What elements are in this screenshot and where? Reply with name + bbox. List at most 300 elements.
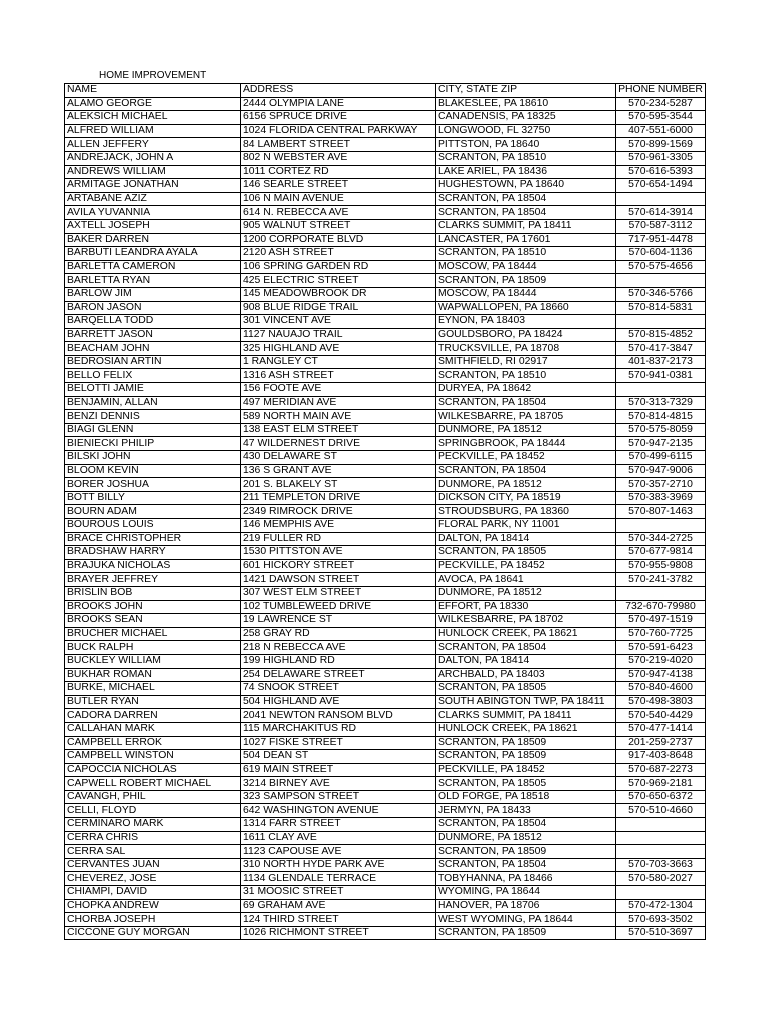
- address-cell: 258 GRAY RD: [241, 627, 436, 641]
- address-cell: 115 MARCHAKITUS RD: [241, 722, 436, 736]
- table-row: [65, 383, 706, 397]
- name-cell: BEACHAM JOHN: [65, 342, 241, 356]
- city-state-zip-cell: SCRANTON, PA 18509: [436, 845, 616, 859]
- name-cell: BRADSHAW HARRY: [65, 546, 241, 560]
- city-state-zip-cell: MOSCOW, PA 18444: [436, 287, 616, 301]
- city-state-zip-cell: SCRANTON, PA 18510: [436, 151, 616, 165]
- phone-cell: 570-477-1414: [616, 722, 706, 736]
- phone-cell: 570-580-2027: [616, 872, 706, 886]
- name-cell: BROOKS JOHN: [65, 600, 241, 614]
- address-cell: 2041 NEWTON RANSOM BLVD: [241, 709, 436, 723]
- phone-cell: 570-498-3803: [616, 695, 706, 709]
- table-row: [65, 151, 706, 165]
- city-state-zip-cell: LONGWOOD, FL 32750: [436, 124, 616, 138]
- phone-cell: 570-840-4600: [616, 682, 706, 696]
- phone-cell: 570-703-3663: [616, 858, 706, 872]
- phone-cell: 570-693-3502: [616, 913, 706, 927]
- phone-cell: [616, 818, 706, 832]
- city-state-zip-cell: PECKVILLE, PA 18452: [436, 559, 616, 573]
- name-cell: BILSKI JOHN: [65, 451, 241, 465]
- address-cell: 106 N MAIN AVENUE: [241, 192, 436, 206]
- table-row: [65, 396, 706, 410]
- name-cell: BIENIECKI PHILIP: [65, 437, 241, 451]
- name-cell: CERVANTES JUAN: [65, 858, 241, 872]
- name-cell: CERRA CHRIS: [65, 831, 241, 845]
- table-row: [65, 519, 706, 533]
- city-state-zip-cell: PECKVILLE, PA 18452: [436, 451, 616, 465]
- address-cell: 1134 GLENDALE TERRACE: [241, 872, 436, 886]
- table-row: [65, 845, 706, 859]
- city-state-zip-cell: DUNMORE, PA 18512: [436, 586, 616, 600]
- table-row: [65, 437, 706, 451]
- name-cell: AXTELL JOSEPH: [65, 219, 241, 233]
- address-cell: 201 S. BLAKELY ST: [241, 478, 436, 492]
- table-row: [65, 247, 706, 261]
- table-row: [65, 206, 706, 220]
- phone-cell: 401-837-2173: [616, 355, 706, 369]
- name-cell: BENZI DENNIS: [65, 410, 241, 424]
- name-cell: ARTABANE AZIZ: [65, 192, 241, 206]
- city-state-zip-cell: SCRANTON, PA 18504: [436, 818, 616, 832]
- city-state-zip-cell: CANADENSIS, PA 18325: [436, 111, 616, 125]
- address-cell: 199 HIGHLAND RD: [241, 654, 436, 668]
- address-cell: 146 MEMPHIS AVE: [241, 519, 436, 533]
- phone-cell: 570-591-6423: [616, 641, 706, 655]
- table-row: [65, 804, 706, 818]
- table-row: [65, 124, 706, 138]
- address-cell: 504 DEAN ST: [241, 750, 436, 764]
- table-row: [65, 491, 706, 505]
- address-cell: 84 LAMBERT STREET: [241, 138, 436, 152]
- table-row: [65, 709, 706, 723]
- address-cell: 19 LAWRENCE ST: [241, 614, 436, 628]
- address-cell: 905 WALNUT STREET: [241, 219, 436, 233]
- city-state-zip-cell: SCRANTON, PA 18504: [436, 858, 616, 872]
- address-cell: 1024 FLORIDA CENTRAL PARKWAY: [241, 124, 436, 138]
- table-row: [65, 478, 706, 492]
- name-cell: BOUROUS LOUIS: [65, 519, 241, 533]
- address-cell: 323 SAMPSON STREET: [241, 790, 436, 804]
- city-state-zip-cell: SPRINGBROOK, PA 18444: [436, 437, 616, 451]
- address-cell: 138 EAST ELM STREET: [241, 423, 436, 437]
- phone-cell: [616, 886, 706, 900]
- name-cell: ANDREWS WILLIAM: [65, 165, 241, 179]
- phone-cell: [616, 315, 706, 329]
- address-cell: 1530 PITTSTON AVE: [241, 546, 436, 560]
- city-state-zip-cell: SCRANTON, PA 18510: [436, 369, 616, 383]
- address-cell: 802 N WEBSTER AVE: [241, 151, 436, 165]
- name-cell: BRUCHER MICHAEL: [65, 627, 241, 641]
- city-state-zip-cell: CLARKS SUMMIT, PA 18411: [436, 709, 616, 723]
- phone-cell: 570-344-2725: [616, 532, 706, 546]
- name-cell: BURKE, MICHAEL: [65, 682, 241, 696]
- table-row: [65, 233, 706, 247]
- column-header-name: NAME: [65, 84, 241, 98]
- address-cell: 145 MEADOWBROOK DR: [241, 287, 436, 301]
- phone-cell: 570-955-9808: [616, 559, 706, 573]
- phone-cell: 570-961-3305: [616, 151, 706, 165]
- city-state-zip-cell: HUGHESTOWN, PA 18640: [436, 179, 616, 193]
- city-state-zip-cell: SCRANTON, PA 18504: [436, 192, 616, 206]
- table-row: [65, 301, 706, 315]
- address-cell: 31 MOOSIC STREET: [241, 886, 436, 900]
- address-cell: 601 HICKORY STREET: [241, 559, 436, 573]
- name-cell: ALFRED WILLIAM: [65, 124, 241, 138]
- name-cell: CAVANGH, PHIL: [65, 790, 241, 804]
- city-state-zip-cell: WILKESBARRE, PA 18702: [436, 614, 616, 628]
- address-cell: 497 MERIDIAN AVE: [241, 396, 436, 410]
- name-cell: BOTT BILLY: [65, 491, 241, 505]
- city-state-zip-cell: JERMYN, PA 18433: [436, 804, 616, 818]
- city-state-zip-cell: SCRANTON, PA 18505: [436, 546, 616, 560]
- table-row: [65, 777, 706, 791]
- phone-cell: 570-357-2710: [616, 478, 706, 492]
- table-row: [65, 573, 706, 587]
- city-state-zip-cell: DUNMORE, PA 18512: [436, 478, 616, 492]
- address-cell: 219 FULLER RD: [241, 532, 436, 546]
- phone-cell: [616, 586, 706, 600]
- city-state-zip-cell: LANCASTER, PA 17601: [436, 233, 616, 247]
- document-title: HOME IMPROVEMENT: [99, 70, 207, 81]
- phone-cell: 570-313-7329: [616, 396, 706, 410]
- city-state-zip-cell: DUNMORE, PA 18512: [436, 831, 616, 845]
- name-cell: BLOOM KEVIN: [65, 464, 241, 478]
- phone-cell: 570-814-4815: [616, 410, 706, 424]
- city-state-zip-cell: TOBYHANNA, PA 18466: [436, 872, 616, 886]
- city-state-zip-cell: SCRANTON, PA 18509: [436, 736, 616, 750]
- address-cell: 1026 RICHMONT STREET: [241, 926, 436, 940]
- city-state-zip-cell: SCRANTON, PA 18509: [436, 750, 616, 764]
- phone-cell: 570-604-1136: [616, 247, 706, 261]
- address-cell: 1127 NAUAJO TRAIL: [241, 328, 436, 342]
- phone-cell: 570-472-1304: [616, 899, 706, 913]
- name-cell: CERMINARO MARK: [65, 818, 241, 832]
- address-cell: 1027 FISKE STREET: [241, 736, 436, 750]
- address-cell: 1316 ASH STREET: [241, 369, 436, 383]
- city-state-zip-cell: DICKSON CITY, PA 18519: [436, 491, 616, 505]
- name-cell: BAKER DARREN: [65, 233, 241, 247]
- name-cell: ALLEN JEFFERY: [65, 138, 241, 152]
- city-state-zip-cell: DURYEA, PA 18642: [436, 383, 616, 397]
- address-cell: 156 FOOTE AVE: [241, 383, 436, 397]
- address-cell: 211 TEMPLETON DRIVE: [241, 491, 436, 505]
- city-state-zip-cell: TRUCKSVILLE, PA 18708: [436, 342, 616, 356]
- column-header-phone: PHONE NUMBER: [616, 84, 706, 98]
- table-row: [65, 668, 706, 682]
- name-cell: BRISLIN BOB: [65, 586, 241, 600]
- name-cell: BARLETTA CAMERON: [65, 260, 241, 274]
- table-row: [65, 641, 706, 655]
- city-state-zip-cell: SCRANTON, PA 18510: [436, 247, 616, 261]
- phone-cell: 570-815-4852: [616, 328, 706, 342]
- phone-cell: 570-587-3112: [616, 219, 706, 233]
- table-row: [65, 505, 706, 519]
- phone-cell: 570-346-5766: [616, 287, 706, 301]
- name-cell: CAMPBELL WINSTON: [65, 750, 241, 764]
- phone-cell: [616, 274, 706, 288]
- table-row: [65, 532, 706, 546]
- city-state-zip-cell: SOUTH ABINGTON TWP, PA 18411: [436, 695, 616, 709]
- address-cell: 1421 DAWSON STREET: [241, 573, 436, 587]
- city-state-zip-cell: SCRANTON, PA 18504: [436, 396, 616, 410]
- address-cell: 301 VINCENT AVE: [241, 315, 436, 329]
- table-row: [65, 913, 706, 927]
- name-cell: CHEVEREZ, JOSE: [65, 872, 241, 886]
- name-cell: ALAMO GEORGE: [65, 97, 241, 111]
- table-row: [65, 831, 706, 845]
- phone-cell: [616, 383, 706, 397]
- city-state-zip-cell: STROUDSBURG, PA 18360: [436, 505, 616, 519]
- name-cell: CALLAHAN MARK: [65, 722, 241, 736]
- table-row: [65, 654, 706, 668]
- phone-cell: 732-670-79980: [616, 600, 706, 614]
- address-cell: 1123 CAPOUSE AVE: [241, 845, 436, 859]
- table-row: [65, 260, 706, 274]
- city-state-zip-cell: FLORAL PARK, NY 11001: [436, 519, 616, 533]
- address-cell: 619 MAIN STREET: [241, 763, 436, 777]
- name-cell: BUCKLEY WILLIAM: [65, 654, 241, 668]
- address-cell: 614 N. REBECCA AVE: [241, 206, 436, 220]
- phone-cell: 570-650-6372: [616, 790, 706, 804]
- table-row: [65, 695, 706, 709]
- city-state-zip-cell: SCRANTON, PA 18504: [436, 206, 616, 220]
- name-cell: BUKHAR ROMAN: [65, 668, 241, 682]
- phone-cell: 570-241-3782: [616, 573, 706, 587]
- table-row: [65, 111, 706, 125]
- name-cell: BARLOW JIM: [65, 287, 241, 301]
- phone-cell: 570-497-1519: [616, 614, 706, 628]
- city-state-zip-cell: MOSCOW, PA 18444: [436, 260, 616, 274]
- name-cell: BROOKS SEAN: [65, 614, 241, 628]
- city-state-zip-cell: DALTON, PA 18414: [436, 532, 616, 546]
- city-state-zip-cell: WYOMING, PA 18644: [436, 886, 616, 900]
- phone-cell: [616, 192, 706, 206]
- name-cell: CHORBA JOSEPH: [65, 913, 241, 927]
- table-row: [65, 546, 706, 560]
- phone-cell: 570-899-1569: [616, 138, 706, 152]
- name-cell: CAMPBELL ERROK: [65, 736, 241, 750]
- table-row: [65, 410, 706, 424]
- phone-cell: 570-575-4656: [616, 260, 706, 274]
- phone-cell: 570-947-2135: [616, 437, 706, 451]
- city-state-zip-cell: BLAKESLEE, PA 18610: [436, 97, 616, 111]
- table-row: [65, 355, 706, 369]
- table-row: [65, 722, 706, 736]
- address-cell: 6156 SPRUCE DRIVE: [241, 111, 436, 125]
- name-cell: BARQELLA TODD: [65, 315, 241, 329]
- city-state-zip-cell: HUNLOCK CREEK, PA 18621: [436, 627, 616, 641]
- name-cell: BRAJUKA NICHOLAS: [65, 559, 241, 573]
- city-state-zip-cell: DUNMORE, PA 18512: [436, 423, 616, 437]
- address-cell: 47 WILDERNEST DRIVE: [241, 437, 436, 451]
- phone-cell: 570-807-1463: [616, 505, 706, 519]
- address-cell: 1 RANGLEY CT: [241, 355, 436, 369]
- name-cell: BOURN ADAM: [65, 505, 241, 519]
- table-row: [65, 872, 706, 886]
- name-cell: BEDROSIAN ARTIN: [65, 355, 241, 369]
- phone-cell: 570-219-4020: [616, 654, 706, 668]
- contacts-table: [64, 83, 706, 940]
- name-cell: CERRA SAL: [65, 845, 241, 859]
- header-row: [65, 84, 706, 98]
- city-state-zip-cell: SCRANTON, PA 18505: [436, 777, 616, 791]
- address-cell: 254 DELAWARE STREET: [241, 668, 436, 682]
- address-cell: 2444 OLYMPIA LANE: [241, 97, 436, 111]
- phone-cell: 570-616-5393: [616, 165, 706, 179]
- name-cell: BUCK RALPH: [65, 641, 241, 655]
- table-row: [65, 899, 706, 913]
- name-cell: CHOPKA ANDREW: [65, 899, 241, 913]
- table-row: [65, 165, 706, 179]
- address-cell: 2349 RIMROCK DRIVE: [241, 505, 436, 519]
- address-cell: 589 NORTH MAIN AVE: [241, 410, 436, 424]
- city-state-zip-cell: SMITHFIELD, RI 02917: [436, 355, 616, 369]
- table-row: [65, 97, 706, 111]
- table-row: [65, 600, 706, 614]
- address-cell: 642 WASHINGTON AVENUE: [241, 804, 436, 818]
- phone-cell: 570-677-9814: [616, 546, 706, 560]
- phone-cell: 570-510-3697: [616, 926, 706, 940]
- phone-cell: 570-510-4660: [616, 804, 706, 818]
- phone-cell: 570-417-3847: [616, 342, 706, 356]
- phone-cell: 570-760-7725: [616, 627, 706, 641]
- table-row: [65, 138, 706, 152]
- phone-cell: 570-969-2181: [616, 777, 706, 791]
- table-row: [65, 192, 706, 206]
- address-cell: 218 N REBECCA AVE: [241, 641, 436, 655]
- phone-cell: 407-551-6000: [616, 124, 706, 138]
- table-row: [65, 818, 706, 832]
- city-state-zip-cell: SCRANTON, PA 18509: [436, 926, 616, 940]
- table-row: [65, 586, 706, 600]
- name-cell: BELLO FELIX: [65, 369, 241, 383]
- table-row: [65, 451, 706, 465]
- address-cell: 69 GRAHAM AVE: [241, 899, 436, 913]
- column-header-address: ADDRESS: [241, 84, 436, 98]
- table-row: [65, 369, 706, 383]
- name-cell: BRACE CHRISTOPHER: [65, 532, 241, 546]
- phone-cell: 570-234-5287: [616, 97, 706, 111]
- name-cell: BARLETTA RYAN: [65, 274, 241, 288]
- phone-cell: 570-687-2273: [616, 763, 706, 777]
- name-cell: CICCONE GUY MORGAN: [65, 926, 241, 940]
- phone-cell: 570-654-1494: [616, 179, 706, 193]
- address-cell: 1200 CORPORATE BLVD: [241, 233, 436, 247]
- address-cell: 1314 FARR STREET: [241, 818, 436, 832]
- address-cell: 1011 CORTEZ RD: [241, 165, 436, 179]
- phone-cell: 570-499-6115: [616, 451, 706, 465]
- city-state-zip-cell: DALTON, PA 18414: [436, 654, 616, 668]
- table-row: [65, 614, 706, 628]
- name-cell: BIAGI GLENN: [65, 423, 241, 437]
- table-row: [65, 858, 706, 872]
- address-cell: 124 THIRD STREET: [241, 913, 436, 927]
- address-cell: 74 SNOOK STREET: [241, 682, 436, 696]
- address-cell: 102 TUMBLEWEED DRIVE: [241, 600, 436, 614]
- name-cell: BELOTTI JAMIE: [65, 383, 241, 397]
- address-cell: 1611 CLAY AVE: [241, 831, 436, 845]
- city-state-zip-cell: WEST WYOMING, PA 18644: [436, 913, 616, 927]
- name-cell: ARMITAGE JONATHAN: [65, 179, 241, 193]
- column-header-city-state-zip: CITY, STATE ZIP: [436, 84, 616, 98]
- city-state-zip-cell: WAPWALLOPEN, PA 18660: [436, 301, 616, 315]
- phone-cell: 717-951-4478: [616, 233, 706, 247]
- name-cell: BARON JASON: [65, 301, 241, 315]
- table-row: [65, 763, 706, 777]
- table-row: [65, 423, 706, 437]
- table-row: [65, 219, 706, 233]
- address-cell: 430 DELAWARE ST: [241, 451, 436, 465]
- phone-cell: 201-259-2737: [616, 736, 706, 750]
- phone-cell: 570-947-4138: [616, 668, 706, 682]
- table-row: [65, 790, 706, 804]
- address-cell: 2120 ASH STREET: [241, 247, 436, 261]
- city-state-zip-cell: CLARKS SUMMIT, PA 18411: [436, 219, 616, 233]
- address-cell: 504 HIGHLAND AVE: [241, 695, 436, 709]
- table-row: [65, 274, 706, 288]
- city-state-zip-cell: EYNON, PA 18403: [436, 315, 616, 329]
- phone-cell: 570-595-3544: [616, 111, 706, 125]
- table-row: [65, 736, 706, 750]
- city-state-zip-cell: HANOVER, PA 18706: [436, 899, 616, 913]
- name-cell: CADORA DARREN: [65, 709, 241, 723]
- phone-cell: 570-383-3969: [616, 491, 706, 505]
- table-row: [65, 342, 706, 356]
- table-row: [65, 287, 706, 301]
- name-cell: BENJAMIN, ALLAN: [65, 396, 241, 410]
- table-row: [65, 179, 706, 193]
- city-state-zip-cell: EFFORT, PA 18330: [436, 600, 616, 614]
- phone-cell: [616, 519, 706, 533]
- table-row: [65, 559, 706, 573]
- city-state-zip-cell: WILKESBARRE, PA 18705: [436, 410, 616, 424]
- city-state-zip-cell: SCRANTON, PA 18509: [436, 274, 616, 288]
- name-cell: CAPOCCIA NICHOLAS: [65, 763, 241, 777]
- table-row: [65, 682, 706, 696]
- phone-cell: 570-575-8059: [616, 423, 706, 437]
- address-cell: 908 BLUE RIDGE TRAIL: [241, 301, 436, 315]
- name-cell: CAPWELL ROBERT MICHAEL: [65, 777, 241, 791]
- table-row: [65, 315, 706, 329]
- address-cell: 307 WEST ELM STREET: [241, 586, 436, 600]
- phone-cell: [616, 831, 706, 845]
- table-row: [65, 328, 706, 342]
- name-cell: BORER JOSHUA: [65, 478, 241, 492]
- table-row: [65, 926, 706, 940]
- city-state-zip-cell: ARCHBALD, PA 18403: [436, 668, 616, 682]
- city-state-zip-cell: PECKVILLE, PA 18452: [436, 763, 616, 777]
- address-cell: 106 SPRING GARDEN RD: [241, 260, 436, 274]
- phone-cell: 570-941-0381: [616, 369, 706, 383]
- city-state-zip-cell: OLD FORGE, PA 18518: [436, 790, 616, 804]
- name-cell: BRAYER JEFFREY: [65, 573, 241, 587]
- table-row: [65, 750, 706, 764]
- name-cell: BUTLER RYAN: [65, 695, 241, 709]
- phone-cell: 917-403-8648: [616, 750, 706, 764]
- name-cell: AVILA YUVANNIA: [65, 206, 241, 220]
- city-state-zip-cell: SCRANTON, PA 18504: [436, 641, 616, 655]
- address-cell: 136 S GRANT AVE: [241, 464, 436, 478]
- city-state-zip-cell: SCRANTON, PA 18504: [436, 464, 616, 478]
- table-row: [65, 627, 706, 641]
- name-cell: ANDREJACK, JOHN A: [65, 151, 241, 165]
- address-cell: 425 ELECTRIC STREET: [241, 274, 436, 288]
- address-cell: 310 NORTH HYDE PARK AVE: [241, 858, 436, 872]
- table-row: [65, 886, 706, 900]
- phone-cell: 570-614-3914: [616, 206, 706, 220]
- address-cell: 325 HIGHLAND AVE: [241, 342, 436, 356]
- address-cell: 146 SEARLE STREET: [241, 179, 436, 193]
